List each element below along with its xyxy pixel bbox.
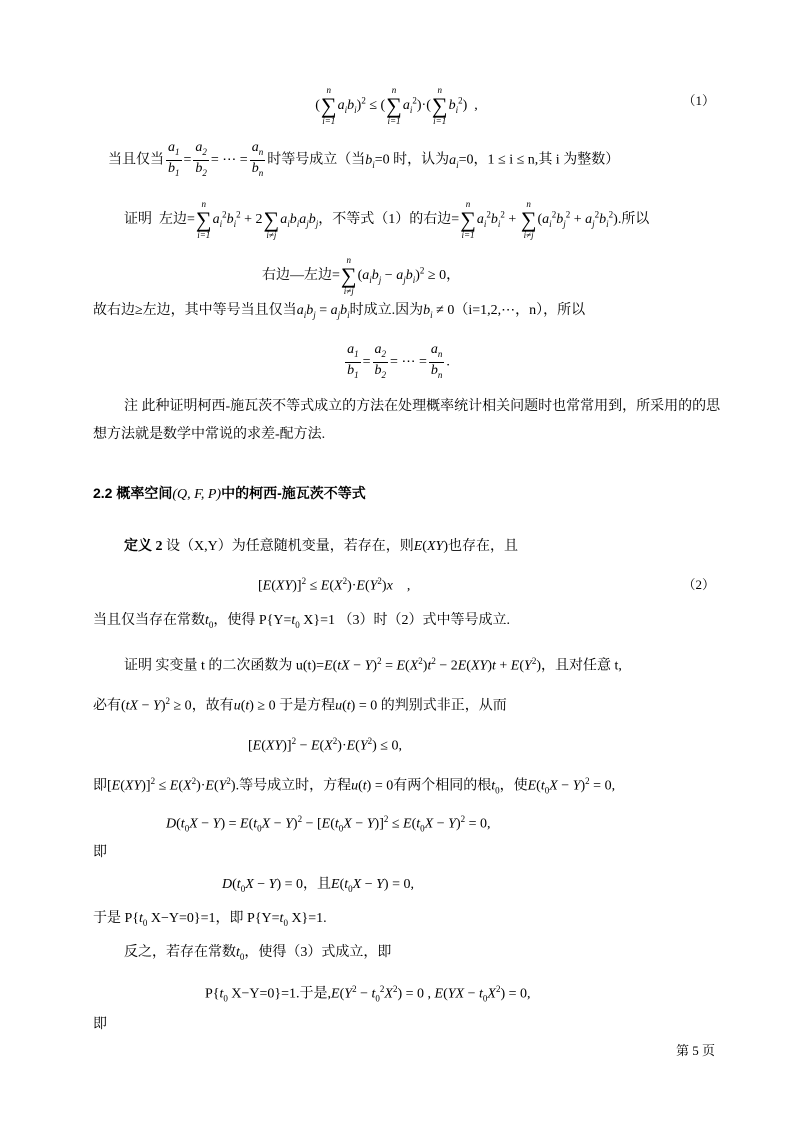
- last-ji: 即: [93, 1017, 107, 1032]
- conclusion-line: 故右边≥左边，其中等号当且仅当$a_ib_j = a_jb_i$时成立.因为$b_i$ ≠ 0（i=1,2,⋯，n），所以: [93, 303, 586, 320]
- equation-2: $[E(XY)]^2 \le E(X^2)\cdot E(Y^2)x$ ,: [258, 576, 411, 594]
- then-line: 于是 $P\{t_0$ X−Y=0}=1，即 $P\{Y=t_0$ X}=1.: [93, 911, 327, 928]
- equation-1: ( n ∑ i=1 $a_ib_i)^2$ ≤ ( n ∑ i=1 $a_i^2)\cdot$( n ∑ i=1 $b_i^2$) ,: [315, 85, 478, 126]
- converse-line: 反之，若存在常数$t_0$，使得（3）式成立，即: [124, 945, 392, 962]
- note-line-2: 想方法就是数学中常说的求差-配方法.: [93, 427, 326, 442]
- variance-equation: $D(t_0X - Y) = E(t_0X - Y)^2 - [E(t_0X - Y)]^2 \le E(t_0X - Y)^2 = 0$,: [166, 814, 491, 834]
- definition-line: 定义 2 设（X,Y）为任意随机变量，若存在，则E(XY)也存在，且: [124, 539, 518, 554]
- equality-condition: 当且仅当 $\frac{a_1}{b_1}$ = $\frac{a_2}{b_2}$ = ⋯ = $\frac{a_n}{b_n}$ 时等号成立（当$b_i=0$ 时，认为$a_i=0$，1 ≤ i ≤ n,其 i 为整数）: [108, 140, 619, 181]
- proof-line: 证明 左边= n ∑ i=1 $a_i^2b_i^2 + 2$ ∑ i≠j $a_ib_ia_jb_j$，不等式（1）的右边= n ∑ i=1 $a_i^2b_i^2$ + n ∑ i≠j $(a_i^2b_j^2 + a_j^2b_i^2)$.所以: [124, 199, 650, 240]
- ji-line: 即$[E(XY)]^2 \le E(X^2)\cdot E(Y^2)$.等号成立时，方程u(t) = 0有两个相同的根$t_0$，使$E(t_0X - Y)^2 = 0$,: [93, 776, 616, 796]
- discriminant-equation: $[E(XY)]^2 - E(X^2)\cdot E(Y^2) \le 0$,: [248, 736, 402, 754]
- iff-line: 当且仅当存在常数$t_0$，使得 $P\{Y=t_0$ X}=1 （3）时（2）式中等号成立.: [93, 613, 511, 630]
- rhs-minus-lhs: 右边—左边= n ∑ i≠j $(a_ib_j - a_jb_i)^2 \ge 0$，: [262, 255, 461, 296]
- ratio-equation: $\frac{a_1}{b_1}$ = $\frac{a_2}{b_2}$ = ⋯ = $\frac{a_n}{b_n}$ .: [0, 342, 793, 383]
- proof2-line: 证明 实变量 t 的二次函数为 $u(t)=E(tX - Y)^2 = E(X^2)t^2 - 2E(XY)t + E(Y^2)$，且对任意 t,: [124, 656, 622, 674]
- note-line-1: 注 此种证明柯西-施瓦茨不等式成立的方法在处理概率统计相关问题时也常常用到，所采用的的思: [124, 399, 721, 414]
- ji-label: 即: [93, 845, 107, 860]
- page-footer: 第 5 页: [675, 1043, 715, 1058]
- section-heading: 2.2 概率空间(Q, F, P)中的柯西-施瓦茨不等式: [93, 485, 366, 502]
- zero-variance-equation: $D(t_0X - Y) = 0$，且$E(t_0X - Y) = 0$,: [222, 877, 414, 894]
- must-line: 必有(tX − Y)$^2$ ≥ 0，故有u(t) ≥ 0 于是方程u(t) = 0 的判别式非正，从而: [93, 696, 507, 714]
- equation-number-1: （1）: [682, 93, 715, 108]
- probability-line: $P\{t_0$ X−Y=0}=1.于是$,E(Y^2 - t_0^2X^2) = 0$ , $E(YX - t_0X^2) = 0$,: [205, 984, 531, 1004]
- equation-number-2: （2）: [682, 577, 715, 592]
